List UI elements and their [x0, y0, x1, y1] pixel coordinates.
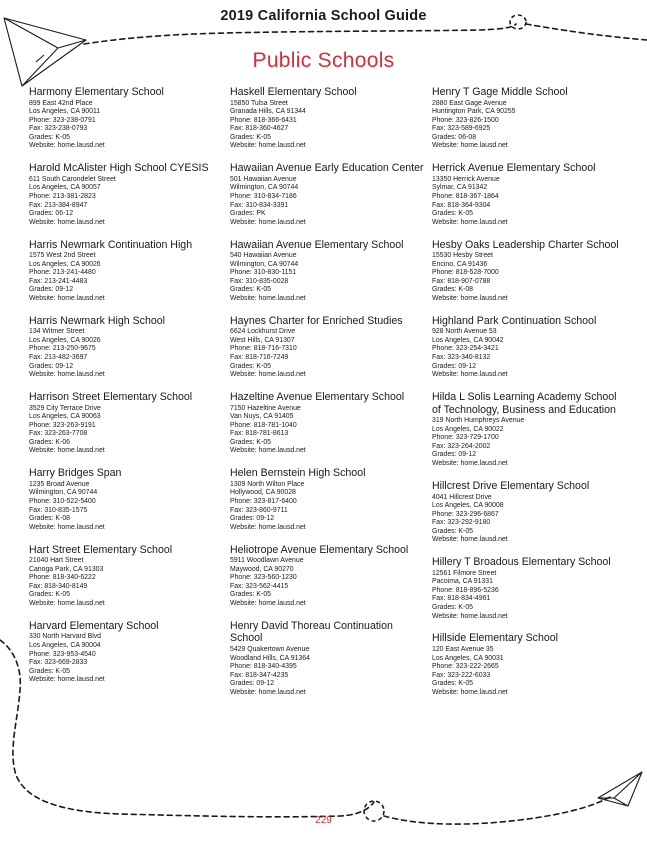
- school-city: Wilmington, CA 90744: [29, 489, 98, 497]
- school-phone: Phone: 323-254-3421: [432, 345, 499, 353]
- school-address: 501 Hawaiian Avenue: [230, 175, 297, 183]
- dashed-flight-path: [84, 24, 516, 44]
- school-fax: Fax: 818-907-0788: [432, 277, 491, 285]
- school-address: 611 South Carondelet Street: [29, 175, 116, 183]
- school-address: 7150 Hazeltine Avenue: [230, 404, 301, 412]
- school-name: Harold McAlister High School CYESIS: [29, 162, 209, 175]
- school-entry: [29, 544, 225, 609]
- school-name: Haynes Charter for Enriched Studies: [230, 314, 403, 327]
- school-entry: [29, 162, 225, 227]
- school-name: Hillery T Broadous Elementary School: [432, 556, 611, 569]
- school-fax: Fax: 818-781-8613: [230, 430, 289, 438]
- school-fax: Fax: 310-834-3391: [230, 201, 289, 209]
- school-city: Los Angeles, CA 90031: [432, 654, 504, 662]
- school-entry: [230, 544, 426, 609]
- school-phone: Phone: 323-817-6400: [230, 498, 297, 506]
- school-grades: Grades: 06-12: [29, 210, 74, 218]
- school-fax: Fax: 213-241-4483: [29, 277, 88, 285]
- school-grades: Grades: 09-12: [432, 362, 477, 370]
- school-entry: [230, 162, 426, 227]
- school-city: Los Angeles, CA 90026: [29, 260, 101, 268]
- school-phone: Phone: 818-340-6222: [29, 574, 96, 582]
- school-grades: Grades: K-06: [29, 438, 70, 446]
- school-website: Website: home.lausd.net: [230, 688, 306, 696]
- school-phone: Phone: 323-222-2665: [432, 663, 499, 671]
- school-fax: Fax: 818-340-8149: [29, 582, 88, 590]
- school-phone: Phone: 310-834-7186: [230, 192, 297, 200]
- school-website: Website: home.lausd.net: [432, 294, 508, 302]
- school-grades: Grades: K-05: [432, 210, 473, 218]
- school-city: Los Angeles, CA 90057: [29, 184, 101, 192]
- school-city: Los Angeles, CA 90022: [432, 425, 504, 433]
- school-grades: Grades: K-05: [29, 591, 70, 599]
- school-grades: Grades: 09-12: [230, 515, 275, 523]
- school-grades: Grades: K-05: [230, 133, 271, 141]
- school-address: 3529 City Terrace Drive: [29, 404, 101, 412]
- school-grades: Grades: PK: [230, 210, 266, 218]
- school-name: Hesby Oaks Leadership Charter School: [432, 238, 619, 251]
- school-name: Hawaiian Avenue Early Education Center: [230, 162, 424, 175]
- school-website: Website: home.lausd.net: [230, 142, 306, 150]
- school-grades: Grades: K-05: [432, 603, 473, 611]
- school-name: Hillcrest Drive Elementary School: [432, 479, 590, 492]
- school-website: Website: home.lausd.net: [29, 599, 105, 607]
- school-website: Website: home.lausd.net: [29, 447, 105, 455]
- school-entry: [432, 315, 628, 380]
- school-grades: Grades: K-05: [29, 667, 70, 675]
- school-address: 928 North Avenue 53: [432, 328, 497, 336]
- school-entry: [29, 620, 225, 685]
- school-address: 1309 North Wilton Place: [230, 480, 305, 488]
- school-phone: Phone: 818-896-5236: [432, 586, 499, 594]
- school-name: Hart Street Elementary School: [29, 543, 173, 556]
- school-address: 1575 West 2nd Street: [29, 252, 96, 260]
- school-city: West Hills, CA 91307: [230, 336, 295, 344]
- school-entry: [230, 391, 426, 456]
- school-phone: Phone: 323-296-6867: [432, 510, 499, 518]
- school-city: Los Angeles, CA 90011: [29, 108, 101, 116]
- school-address: 134 Witmer Street: [29, 328, 85, 336]
- school-name: Harrison Street Elementary School: [29, 391, 193, 404]
- school-fax: Fax: 818-364-9304: [432, 201, 491, 209]
- school-city: Granada Hills, CA 91344: [230, 108, 306, 116]
- school-grades: Grades: K-05: [230, 591, 271, 599]
- school-fax: Fax: 323-340-8132: [432, 354, 491, 362]
- school-name: Herrick Avenue Elementary School: [432, 162, 596, 175]
- school-fax: Fax: 323-292-9180: [432, 519, 491, 527]
- school-address: 21040 Hart Street: [29, 557, 84, 565]
- guide-title: 2019 California School Guide: [220, 8, 427, 24]
- school-phone: Phone: 323-729-1700: [432, 434, 499, 442]
- school-website: Website: home.lausd.net: [432, 142, 508, 150]
- school-phone: Phone: 323-560-1230: [230, 574, 297, 582]
- school-name: Heliotrope Avenue Elementary School: [230, 543, 409, 556]
- school-name: Harry Bridges Span: [29, 467, 122, 480]
- school-phone: Phone: 213-241-4480: [29, 269, 96, 277]
- school-phone: Phone: 323-826-1500: [432, 116, 499, 124]
- school-website: Website: home.lausd.net: [29, 676, 105, 684]
- school-website: Website: home.lausd.net: [230, 599, 306, 607]
- school-entry: [230, 239, 426, 304]
- school-website: Website: home.lausd.net: [432, 371, 508, 379]
- school-phone: Phone: 323-263-9191: [29, 421, 96, 429]
- school-address: 5911 Woodlawn Avenue: [230, 557, 304, 565]
- school-city: Los Angeles, CA 90004: [29, 642, 101, 649]
- school-fax: Fax: 323-222-6033: [432, 671, 491, 679]
- school-phone: Phone: 323-953-4540: [29, 650, 96, 658]
- school-entry: [432, 632, 628, 697]
- school-address: 15850 Tulsa Street: [230, 99, 288, 107]
- school-phone: Phone: 818-716-7310: [230, 345, 297, 353]
- school-address: 13350 Herrick Avenue: [432, 175, 500, 183]
- school-website: Website: home.lausd.net: [432, 688, 508, 696]
- school-website: Website: home.lausd.net: [432, 536, 508, 544]
- school-address: 12561 Filmore Street: [432, 569, 497, 577]
- school-fax: Fax: 323-562-4415: [230, 582, 289, 590]
- school-grades: Grades: 09-12: [29, 362, 74, 370]
- school-fax: Fax: 323-669-2833: [29, 659, 88, 667]
- school-address: 540 Hawaiian Avenue: [230, 252, 297, 260]
- school-address: 1235 Broad Avenue: [29, 480, 90, 488]
- school-grades: Grades: K-08: [432, 286, 473, 294]
- school-website: Website: home.lausd.net: [29, 294, 105, 302]
- school-city: Hollywood, CA 90028: [230, 489, 296, 497]
- school-website: Website: home.lausd.net: [230, 447, 306, 455]
- school-entry: [432, 239, 628, 304]
- school-fax: Fax: 323-263-7708: [29, 430, 88, 438]
- school-city: Van Nuys, CA 91405: [230, 413, 294, 421]
- school-website: Website: home.lausd.net: [29, 142, 105, 150]
- school-fax: Fax: 323-264-2002: [432, 442, 491, 450]
- school-name: Hillside Elementary School: [432, 632, 559, 645]
- school-entry: [432, 162, 628, 227]
- school-phone: Phone: 310-522-5400: [29, 498, 96, 506]
- school-city: Huntington Park, CA 90255: [432, 108, 516, 116]
- school-website: Website: home.lausd.net: [29, 523, 105, 531]
- school-phone: Phone: 213-250-9675: [29, 345, 96, 353]
- school-entry: [432, 480, 628, 545]
- school-grades: Grades: K-05: [432, 680, 473, 688]
- school-name: Harvard Elementary School: [29, 619, 159, 632]
- school-address: 5429 Quakertown Avenue: [230, 646, 310, 654]
- school-city: Sylmar, CA 91342: [432, 184, 488, 192]
- page-number: 229: [315, 815, 332, 826]
- school-fax: Fax: 818-834-4961: [432, 595, 491, 603]
- school-entry: [230, 86, 426, 151]
- school-city: Los Angeles, CA 90008: [432, 502, 504, 510]
- school-name: Hilda L Solis Learning Academy School of Technology, Business and Education: [432, 391, 617, 416]
- school-name: Highland Park Continuation School: [432, 314, 597, 327]
- school-website: Website: home.lausd.net: [432, 459, 508, 467]
- school-address: 15530 Hesby Street: [432, 252, 493, 260]
- school-phone: Phone: 818-528-7000: [432, 269, 499, 277]
- school-address: 899 East 42nd Place: [29, 99, 93, 107]
- school-website: Website: home.lausd.net: [230, 218, 306, 226]
- school-name: Harmony Elementary School: [29, 86, 164, 98]
- school-name: Hawaiian Avenue Elementary School: [230, 238, 404, 251]
- school-website: Website: home.lausd.net: [29, 218, 105, 226]
- school-city: Canoga Park, CA 91303: [29, 565, 104, 573]
- dashed-flight-path: [526, 24, 647, 40]
- school-website: Website: home.lausd.net: [230, 371, 306, 379]
- school-address: 4041 Hillcrest Drive: [432, 493, 492, 501]
- school-entry: [29, 315, 225, 380]
- school-address: 120 East Avenue 35: [432, 646, 494, 654]
- school-column-1: [29, 86, 225, 696]
- school-name: Hazeltine Avenue Elementary School: [230, 391, 405, 404]
- school-entry: [29, 86, 225, 151]
- school-address: 319 North Humphreys Avenue: [432, 417, 525, 425]
- school-fax: Fax: 310-835-1575: [29, 506, 88, 514]
- school-entry: [230, 620, 426, 697]
- school-entry: [432, 86, 628, 151]
- school-entry: [432, 556, 628, 621]
- school-website: Website: home.lausd.net: [29, 371, 105, 379]
- school-website: Website: home.lausd.net: [432, 218, 508, 226]
- school-name: Harris Newmark High School: [29, 314, 165, 327]
- school-name: Henry T Gage Middle School: [432, 86, 568, 98]
- school-website: Website: home.lausd.net: [230, 294, 306, 302]
- school-city: Los Angeles, CA 90063: [29, 413, 101, 421]
- school-column-3: [432, 86, 628, 709]
- school-fax: Fax: 818-347-4235: [230, 671, 289, 679]
- school-website: Website: home.lausd.net: [432, 612, 508, 620]
- school-fax: Fax: 323-589-6925: [432, 125, 491, 133]
- school-entry: [432, 391, 628, 468]
- school-city: Los Angeles, CA 90042: [432, 336, 504, 344]
- school-fax: Fax: 213-384-8947: [29, 201, 88, 209]
- school-address: 2880 East Gage Avenue: [432, 99, 507, 107]
- school-fax: Fax: 310-835-0028: [230, 277, 289, 285]
- school-name: Henry David Thoreau Continuation School: [230, 619, 393, 645]
- section-title: Public Schools: [252, 49, 395, 72]
- school-city: Woodland Hills, CA 91364: [230, 654, 310, 662]
- school-address: 6624 Lockhurst Drive: [230, 328, 296, 336]
- school-grades: Grades: K-05: [230, 438, 271, 446]
- page-corner-paper-plane-icon: [598, 772, 642, 806]
- school-grades: Grades: K-05: [230, 286, 271, 294]
- school-grades: Grades: 09-12: [29, 286, 74, 294]
- school-phone: Phone: 818-340-4395: [230, 663, 297, 671]
- school-phone: Phone: 213-381-2823: [29, 192, 96, 200]
- school-name: Helen Bernstein High School: [230, 467, 366, 480]
- school-name: Harris Newmark Continuation High: [29, 238, 193, 251]
- school-phone: Phone: 818-367-1864: [432, 192, 499, 200]
- school-entry: [29, 467, 225, 532]
- school-fax: Fax: 213-482-3697: [29, 354, 88, 362]
- school-grades: Grades: K-05: [230, 362, 271, 370]
- school-city: Encino, CA 91436: [432, 260, 488, 268]
- school-entry: [230, 467, 426, 532]
- school-fax: Fax: 818-716-7249: [230, 354, 289, 362]
- school-website: Website: home.lausd.net: [230, 523, 306, 531]
- school-city: Pacoima, CA 91331: [432, 578, 493, 586]
- school-grades: Grades: K-05: [432, 527, 473, 535]
- school-grades: Grades: 09-12: [230, 680, 275, 688]
- school-fax: Fax: 323-238-0793: [29, 125, 88, 133]
- school-entry: [29, 391, 225, 456]
- school-city: Los Angeles, CA 90026: [29, 336, 101, 344]
- school-fax: Fax: 323-860-9711: [230, 506, 288, 514]
- school-column-2: [230, 86, 426, 709]
- school-address: 330 North Harvard Blvd: [29, 633, 102, 641]
- school-phone: Phone: 323-238-0791: [29, 116, 96, 124]
- school-phone: Phone: 818-366-6431: [230, 116, 297, 124]
- school-grades: Grades: K-08: [29, 515, 70, 523]
- school-grades: Grades: K-05: [29, 133, 70, 141]
- school-entry: [230, 315, 426, 380]
- school-phone: Phone: 818-781-1040: [230, 421, 297, 429]
- school-fax: Fax: 818-360-4627: [230, 125, 289, 133]
- school-grades: Grades: 09-12: [432, 451, 477, 459]
- school-city: Wilmington, CA 90744: [230, 184, 299, 192]
- school-phone: Phone: 310-830-1151: [230, 269, 297, 277]
- school-city: Maywood, CA 90270: [230, 565, 294, 573]
- school-city: Wilmington, CA 90744: [230, 260, 299, 268]
- school-name: Haskell Elementary School: [230, 86, 357, 98]
- school-entry: [29, 239, 225, 304]
- school-grades: Grades: 06-08: [432, 133, 477, 141]
